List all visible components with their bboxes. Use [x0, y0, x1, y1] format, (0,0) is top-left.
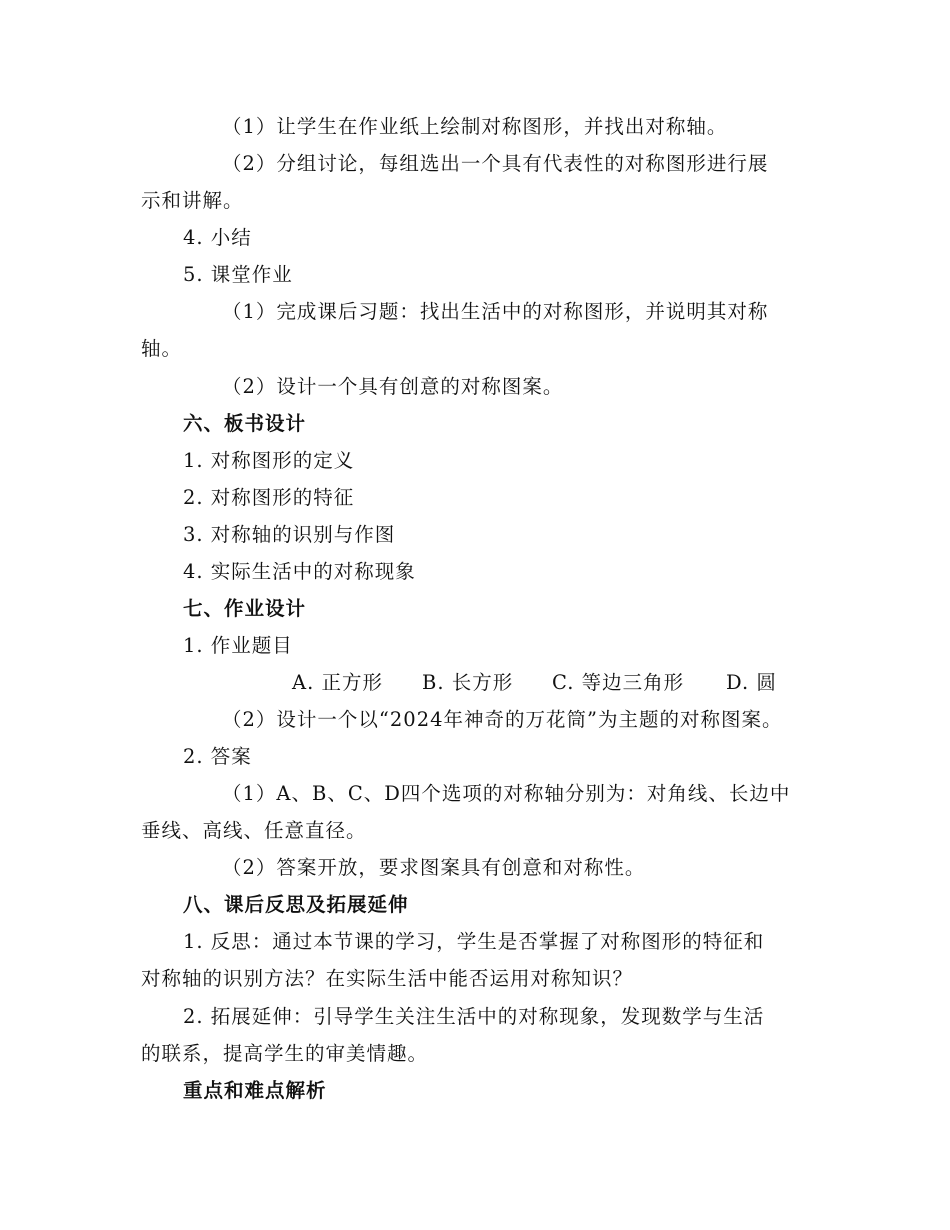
paragraph-line: 对称轴的识别方法？在实际生活中能否运用对称知识？: [141, 967, 634, 990]
section-heading: 六、板书设计: [183, 412, 307, 435]
list-item: 2. 对称图形的特征: [183, 486, 355, 509]
paragraph-line: 的联系，提高学生的审美情趣。: [141, 1042, 429, 1065]
paragraph-line: 2. 拓展延伸：引导学生关注生活中的对称现象，发现数学与生活: [183, 1005, 765, 1028]
paragraph-line: 轴。: [141, 337, 183, 360]
section-heading: 重点和难点解析: [183, 1079, 327, 1102]
list-item: 4. 小结: [183, 226, 252, 249]
paragraph-line: （1）让学生在作业纸上绘制对称图形，并找出对称轴。: [222, 115, 728, 138]
list-item: 5. 课堂作业: [183, 263, 293, 286]
paragraph-line: （1）完成课后习题：找出生活中的对称图形，并说明其对称: [222, 300, 769, 323]
list-item: 2. 答案: [183, 745, 252, 768]
list-item: 1. 作业题目: [183, 634, 293, 657]
option-c: C. 等边三角形: [552, 671, 685, 694]
option-b: B. 长方形: [422, 671, 514, 694]
option-d: D. 圆: [726, 671, 777, 694]
paragraph-line: （1）A、B、C、D四个选项的对称轴分别为：对角线、长边中: [222, 782, 791, 805]
list-item: 4. 实际生活中的对称现象: [183, 560, 416, 583]
paragraph-line: （2）设计一个以“2024年神奇的万花筒”为主题的对称图案。: [222, 708, 783, 731]
paragraph-line: 垂线、高线、任意直径。: [141, 819, 367, 842]
paragraph-line: （2）分组讨论，每组选出一个具有代表性的对称图形进行展: [222, 152, 769, 175]
section-heading: 七、作业设计: [183, 597, 307, 620]
paragraph-line: （2）答案开放，要求图案具有创意和对称性。: [222, 856, 646, 879]
paragraph-line: 1. 反思：通过本节课的学习，学生是否掌握了对称图形的特征和: [183, 930, 765, 953]
option-a: A. 正方形: [292, 671, 383, 694]
section-heading: 八、课后反思及拓展延伸: [183, 893, 409, 916]
paragraph-line: （2）设计一个具有创意的对称图案。: [222, 375, 564, 398]
list-item: 1. 对称图形的定义: [183, 449, 355, 472]
paragraph-line: 示和讲解。: [141, 189, 244, 212]
list-item: 3. 对称轴的识别与作图: [183, 523, 396, 546]
